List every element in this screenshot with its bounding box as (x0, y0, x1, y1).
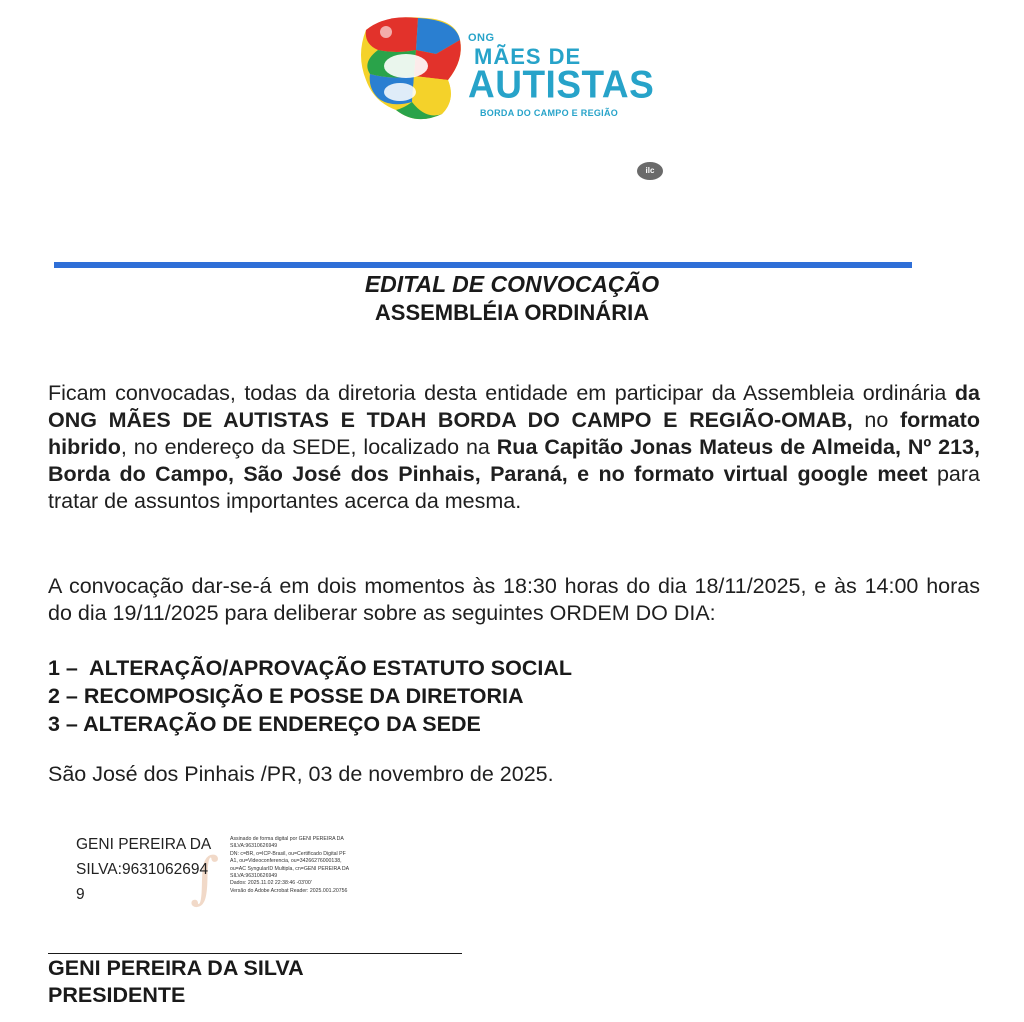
place-date-line: São José dos Pinhais /PR, 03 de novembro de 2025. (48, 762, 554, 786)
signature-detail-line: Dados: 2025.11.02 22:38:46 -03'00' (230, 880, 312, 887)
paragraph-bold-text: Rua Capitão Jonas Mateus de Almeida, Nº 213, Borda do Campo, São José dos Pinhais, Paraná, e no formato virtual google meet (48, 435, 980, 486)
signature-name-line: 9 (76, 886, 85, 903)
convocation-paragraph (48, 380, 980, 515)
agenda-item: 2 – RECOMPOSIÇÃO E POSSE DA DIRETORIA (48, 684, 524, 708)
paragraph-bold-text: da ONG MÃES DE AUTISTAS E TDAH BORDA DO CAMPO E REGIÃO-OMAB, (48, 381, 980, 432)
header-rule (54, 262, 912, 268)
signature-line (48, 953, 462, 954)
signer-block (48, 955, 304, 1009)
ong-logo (356, 10, 655, 130)
signature-detail-line: Versão do Adobe Acrobat Reader: 2025.001.20756 (230, 887, 348, 894)
puzzle-map-icon (356, 10, 476, 130)
signature-name-line: SILVA:9631062694 (76, 861, 209, 878)
small-badge-icon: ilc (637, 162, 663, 180)
agenda-item: 3 – ALTERAÇÃO DE ENDEREÇO DA SEDE (48, 712, 481, 736)
signature-watermark: ∫ (190, 846, 220, 911)
agenda-list (48, 654, 572, 738)
signature-detail-line: SILVA:96310626949 (230, 843, 278, 850)
document-title: EDITAL DE CONVOCAÇÃO (364, 271, 660, 297)
signature-detail-line: Assinado de forma digital por GENI PEREIRA DA (230, 836, 344, 842)
signature-detail-line: ou=AC SyngularID Multipla, cn=GENI PEREIRA DA (230, 865, 350, 872)
digital-signature-name (76, 832, 228, 907)
paragraph-text: , no endereço da SEDE, localizado na (120, 435, 497, 459)
paragraph-text: Ficam convocadas, todas da diretoria desta entidade em participar da Assembleia ordinária (48, 381, 955, 405)
signer-role: PRESIDENTE (48, 983, 186, 1007)
schedule-paragraph: A convocação dar-se-á em dois momentos às 18:30 horas do dia 18/11/2025, e às 14:00 horas do dia 19/11/2025 para deliberar sobre as seguintes ORDEM DO DIA: (48, 574, 980, 625)
paragraph-text: no (852, 408, 900, 432)
signature-detail-line: SILVA:96310626949 (230, 873, 278, 880)
logo-maes-text: MÃES DE (474, 44, 582, 69)
logo-ong-text: ONG (468, 32, 495, 44)
paragraph-bold-text: formato hibrido (48, 408, 980, 459)
signature-detail-line: DN: c=BR, o=ICP-Brasil, ou=Certificado Digital PF (230, 850, 346, 857)
paragraph-text: para tratar de assuntos importantes acerca da mesma. (48, 462, 980, 513)
agenda-item: 1 – ALTERAÇÃO/APROVAÇÃO ESTATUTO SOCIAL (48, 656, 572, 680)
signature-name-line: GENI PEREIRA DA (76, 836, 212, 853)
digital-signature-details (230, 836, 390, 895)
signature-detail-line: A1, ou=Videoconferencia, ou=34266276000138, (230, 858, 342, 865)
logo-autistas-text: AUTISTAS (468, 62, 655, 106)
logo-borda-text: BORDA DO CAMPO E REGIÃO (480, 108, 619, 118)
signer-name: GENI PEREIRA DA SILVA (48, 956, 304, 980)
document-subtitle: ASSEMBLÉIA ORDINÁRIA (374, 300, 650, 325)
